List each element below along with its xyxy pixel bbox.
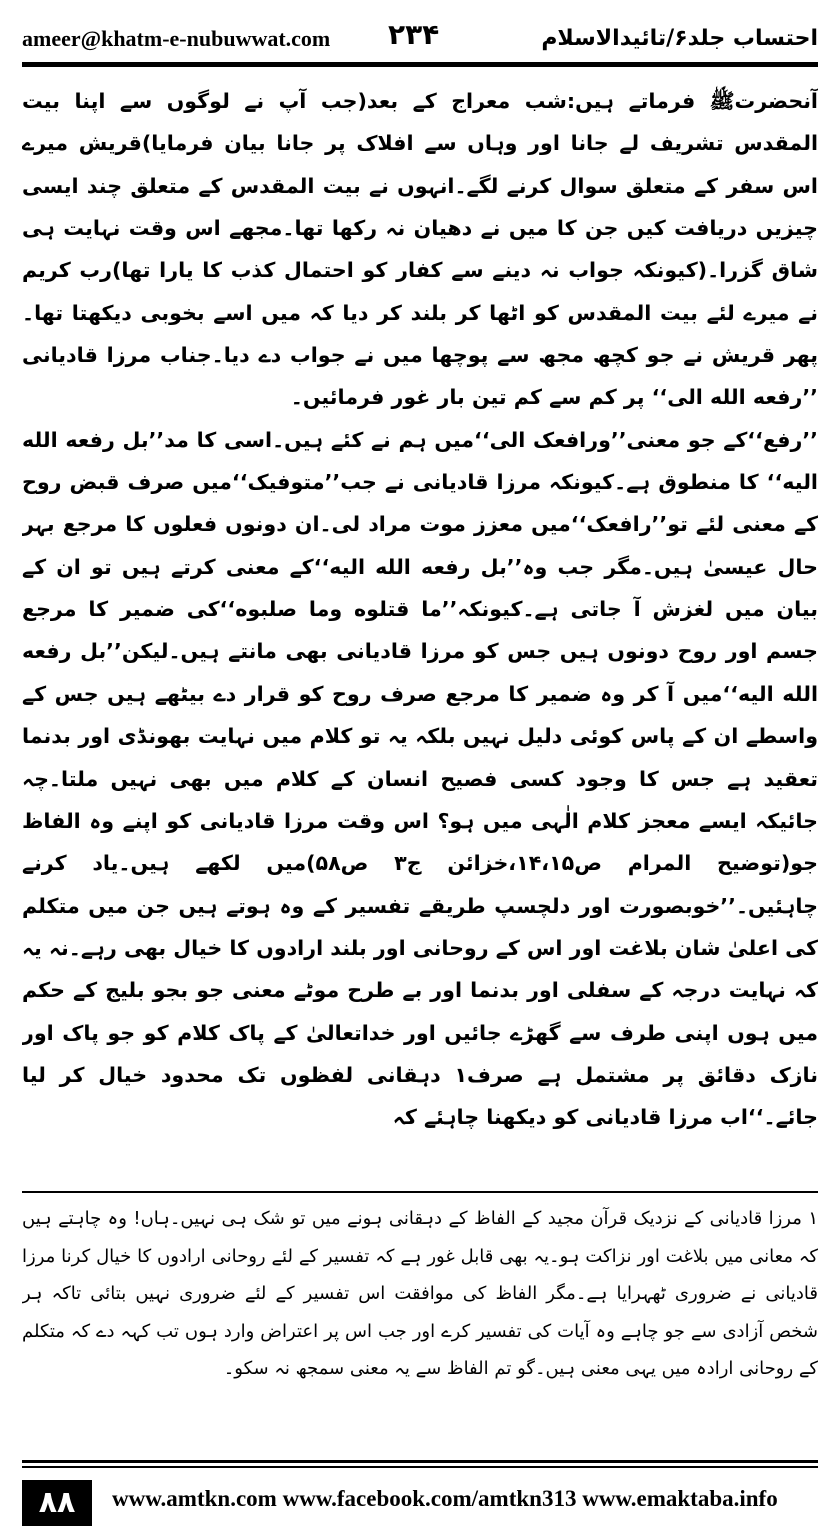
- footer-rule: [22, 1460, 818, 1463]
- page-header: [22, 18, 818, 58]
- main-text: [22, 80, 818, 1182]
- book-title: احتساب جلد۶/تائیدالاسلام: [541, 26, 818, 51]
- page-number: ۲۳۴: [388, 18, 440, 51]
- footer-page-badge: ۸۸: [22, 1480, 92, 1526]
- header-rule: [22, 62, 818, 67]
- footnote-text: ۱ مرزا قادیانی کے نزدیک قرآن مجید کے الفاظ کے دہقانی ہونے میں تو شک ہی نہیں۔ہاں! وہ چاہتے ہیں کہ معانی میں بلاغت اور نزاکت ہو۔یہ بھی قابل غور ہے کہ تفسیر کے لئے روحانی ارادوں کا خیال کرنا مرزا قادیانی نے ضروری ٹھہرایا ہے۔مگر الفاظ کی موافقت اس تفسیر کے لئے ضروری نہیں بتائی تاکہ ہر شخص آزادی سے جو چاہے وہ آیات کی تفسیر کرے اور جب اس پر اعتراض وارد ہوں تب کہہ دے کہ متکلم کے روحانی ارادہ میں یہی معنی ہیں۔گو تم الفاظ سے یہ معنی سمجھ نہ سکو۔: [22, 1208, 818, 1379]
- footer-rule-thin: [22, 1466, 818, 1468]
- footnote-rule: [22, 1191, 818, 1193]
- footer-links: www.amtkn.com www.facebook.com/amtkn313 www.emaktaba.info: [112, 1486, 778, 1511]
- header-email: ameer@khatm-e-nubuwwat.com: [22, 26, 331, 51]
- paragraph: ’’رفع‘‘کے جو معنی’’ورافعک الی‘‘میں ہم نے کئے ہیں۔اسی کا مد’’بل رفعه الله الیه‘‘ کا منطوق ہے۔کیونکہ مرزا قادیانی نے جب’’متوفیک‘‘میں صرف قبض روح کے معنی لئے تو’’رافعک‘‘میں معزز موت مراد لی۔ان دونوں فعلوں کا مرجع بہر حال عیسیٰ ہیں۔مگر جب وہ’’بل رفعه الله الیه‘‘کے معنی کرتے ہیں تو ان کے بیان میں لغزش آ جاتی ہے۔کیونکہ’’ما قتلوه وما صلبوه‘‘کی ضمیر کا مرجع جسم اور روح دونوں ہیں جس کو مرزا قادیانی بھی مانتے ہیں۔لیکن’’بل رفعه الله الیه‘‘میں آ کر وہ ضمیر کا مرجع صرف روح کو قرار دے بیٹھے ہیں جس کے واسطے ان کے پاس کوئی دلیل نہیں بلکہ یہ تو کلام میں نہایت بھونڈی اور بدنما تعقید ہے جس کا وجود کسی فصیح انسان کے کلام میں بھی نہیں ملتا۔چہ جائیکہ ایسے معجز کلام الٰہی میں ہو؟ اس وقت مرزا قادیانی کو اپنے وہ الفاظ جو(توضیح المرام ص۱۴،۱۵،خزائن ج۳ ص۵۸)میں لکھے ہیں۔یاد کرنے چاہئیں۔’’خوبصورت اور دلچسپ طریقے تفسیر کے وہ ہوتے ہیں جن میں متکلم کی اعلیٰ شان بلاغت اور اس کے روحانی اور بلند ارادوں کا خیال بھی رہے۔نہ یہ کہ نہایت درجہ کے سفلی اور بدنما اور بے طرح موٹے معنی جو بجو بلیج کے حکم میں ہوں اپنی طرف سے گھڑے جائیں اور خداتعالیٰ کے پاک کلام کو جو پاک اور نازک دقائق پر مشتمل ہے صرف۱ دہقانی لفظوں تک محدود خیال کر لیا جائے۔‘‘اب مرزا قادیانی کو دیکھنا چاہئے کہ: [22, 427, 818, 1130]
- footnote: [22, 1200, 818, 1440]
- paragraph: آنحضرتﷺ فرماتے ہیں:شب معراج کے بعد(جب آپ نے لوگوں سے اپنا بیت المقدس تشریف لے جانا اور وہاں سے افلاک پر جانا بیان فرمایا)قریش میرے اس سفر کے متعلق سوال کرنے لگے۔انہوں نے بیت المقدس کے متعلق چند ایسی چیزیں دریافت کیں جن کا میں نے دھیان نہ رکھا تھا۔مجھے اس وقت نہایت ہی شاق گزرا۔(کیونکہ جواب نہ دینے سے کفار کو احتمال کذب کا یارا تھا)رب کریم نے میرے لئے بیت المقدس کو اٹھا کر بلند کر دیا کہ میں اسے بخوبی دیکھتا تھا۔پھر قریش نے جو کچھ مجھ سے پوچھا میں نے جواب دے دیا۔جناب مرزا قادیانی ’’رفعه الله الی‘‘ پر کم سے کم تین بار غور فرمائیں۔: [22, 89, 818, 410]
